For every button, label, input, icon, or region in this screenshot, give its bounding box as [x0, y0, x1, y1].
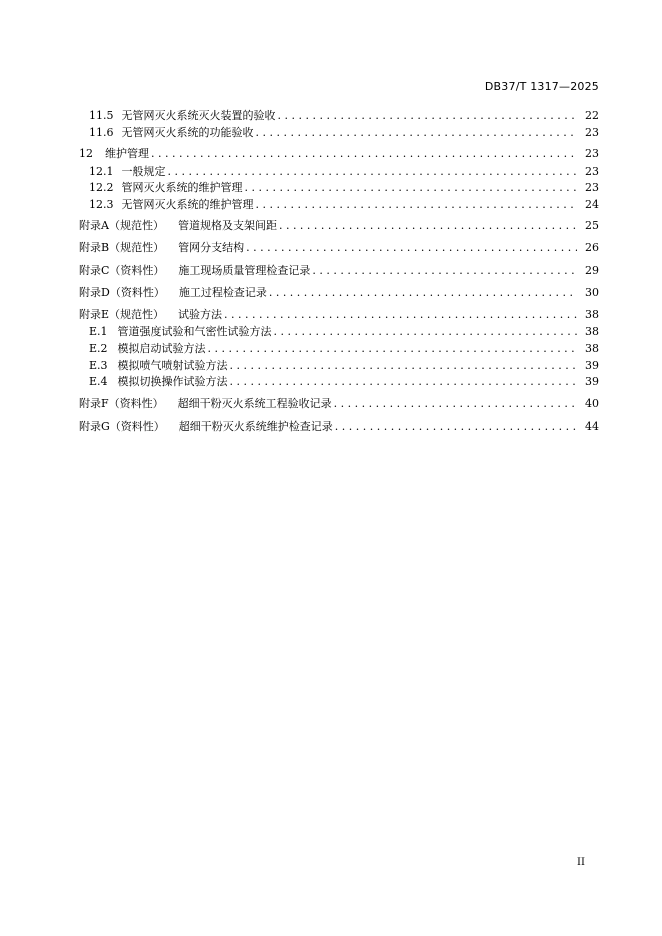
toc-entry-number: 11.6	[89, 126, 114, 139]
toc-entry-title: 超细干粉灭火系统维护检查记录	[178, 420, 333, 433]
toc-entry-page: 40	[585, 397, 599, 410]
toc-leader-dots	[312, 263, 577, 279]
toc-entry-title: 管网分支结构	[178, 241, 245, 254]
toc-leader-dots	[245, 180, 578, 196]
toc-entry-title: 无管网灭火系统的功能验收	[121, 126, 254, 139]
toc-entry-title: 施工过程检查记录	[178, 286, 267, 299]
toc-entry-number: 12.1	[89, 165, 114, 178]
toc-entry-page: 23	[585, 181, 599, 194]
toc-entry-title: 施工现场质量管理检查记录	[178, 264, 311, 277]
toc-entry-page: 38	[585, 308, 599, 321]
toc-leader-dots	[230, 374, 577, 390]
toc-entry[interactable]	[79, 164, 599, 180]
toc-entry-number: 11.5	[89, 109, 114, 122]
document-code: DB37/T 1317—2025	[484, 80, 599, 93]
toc-entry-page: 23	[585, 165, 599, 178]
toc-entry-number: E.3	[89, 359, 108, 372]
toc-leader-dots	[256, 197, 578, 213]
toc-entry-title: 一般规定	[121, 165, 166, 178]
toc-entry[interactable]	[79, 285, 599, 301]
toc-entry[interactable]	[79, 180, 599, 196]
toc-entry[interactable]	[79, 108, 599, 124]
toc-entry-page: 39	[585, 359, 599, 372]
toc-entry-page: 23	[585, 126, 599, 139]
toc-entry-page: 26	[585, 241, 599, 254]
toc-entry-number: 附录F（资料性）	[79, 397, 164, 410]
toc-entry[interactable]	[79, 263, 599, 279]
toc-entry-number: 附录E（规范性）	[79, 308, 165, 321]
toc-entry-title: 管网灭火系统的维护管理	[121, 181, 243, 194]
toc-entry-number: 附录D（资料性）	[79, 286, 165, 299]
toc-entry-number: 12.2	[89, 181, 114, 194]
toc-entry[interactable]	[79, 324, 599, 340]
page-number: II	[577, 857, 585, 868]
toc-leader-dots	[256, 125, 578, 141]
toc-entry-title: 无管网灭火系统灭火装置的验收	[121, 109, 276, 122]
toc-entry-title: 管道强度试验和气密性试验方法	[117, 325, 272, 338]
toc-entry-title: 维护管理	[105, 147, 149, 160]
toc-entry-number: 12.3	[89, 198, 114, 211]
toc-leader-dots	[334, 396, 577, 412]
toc-entry-page: 39	[585, 375, 599, 388]
toc-entry-page: 25	[585, 219, 599, 232]
toc-leader-dots	[208, 341, 577, 357]
toc-entry-number: 附录G（资料性）	[79, 420, 165, 433]
toc-entry[interactable]	[79, 419, 599, 435]
toc-leader-dots	[230, 358, 577, 374]
toc-entry-number: 附录C（资料性）	[79, 264, 165, 277]
toc-entry-number: E.2	[89, 342, 108, 355]
toc-leader-dots	[335, 419, 577, 435]
toc-entry-page: 22	[585, 109, 599, 122]
toc-entry-title: 模拟切换操作试验方法	[117, 375, 228, 388]
toc-entry[interactable]	[79, 396, 599, 412]
toc-entry[interactable]	[79, 358, 599, 374]
toc-leader-dots	[151, 146, 577, 162]
toc-entry[interactable]	[79, 307, 599, 323]
toc-entry-page: 38	[585, 342, 599, 355]
toc-entry[interactable]	[79, 146, 599, 162]
toc-entry[interactable]	[79, 341, 599, 357]
toc-entry[interactable]	[79, 374, 599, 390]
toc-leader-dots	[279, 218, 577, 234]
toc-leader-dots	[246, 240, 577, 256]
toc-leader-dots	[274, 324, 577, 340]
toc-entry-page: 29	[585, 264, 599, 277]
toc-entry-number: 12	[79, 147, 93, 160]
toc-entry-title: 模拟启动试验方法	[117, 342, 206, 355]
toc-entry[interactable]	[79, 240, 599, 256]
toc-entry[interactable]	[79, 197, 599, 213]
toc-entry-title: 无管网灭火系统的维护管理	[121, 198, 254, 211]
toc-entry-number: 附录B（规范性）	[79, 241, 165, 254]
toc-entry-page: 44	[585, 420, 599, 433]
toc-entry-page: 23	[585, 147, 599, 160]
toc-entry-number: E.1	[89, 325, 108, 338]
toc-entry-number: E.4	[89, 375, 108, 388]
toc-entry-page: 30	[585, 286, 599, 299]
toc-entry-number: 附录A（规范性）	[79, 219, 164, 232]
toc-entry-page: 38	[585, 325, 599, 338]
toc-entry-title: 超细干粉灭火系统工程验收记录	[177, 397, 332, 410]
toc-leader-dots	[278, 108, 578, 124]
toc-entry[interactable]	[79, 218, 599, 234]
toc-entry-page: 24	[585, 198, 599, 211]
toc-leader-dots	[269, 285, 577, 301]
toc-entry-title: 试验方法	[178, 308, 223, 321]
toc-entry-title: 模拟喷气喷射试验方法	[117, 359, 228, 372]
toc-leader-dots	[168, 164, 578, 180]
toc-entry-title: 管道规格及支架间距	[177, 219, 277, 232]
toc-leader-dots	[224, 307, 577, 323]
toc-entry[interactable]	[79, 125, 599, 141]
